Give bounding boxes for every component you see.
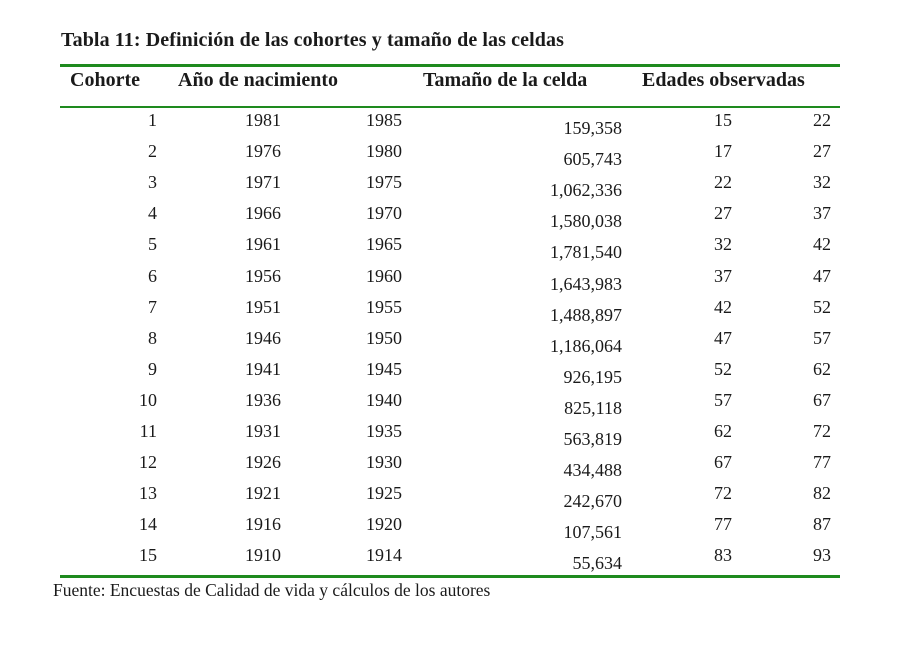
cell-edad-min: 15 [714,110,732,130]
cell-cohorte: 11 [139,421,157,441]
cell-ano-hasta: 1965 [366,234,402,255]
cell-ano-desde: 1921 [245,483,281,504]
table-top-rule [60,64,840,67]
cell-tamano: 159,358 [563,118,622,138]
cell-ano-desde: 1956 [245,265,281,286]
cell-ano-hasta: 1980 [366,141,402,162]
header-ano-nacimiento: Año de nacimiento [178,69,338,91]
cell-cohorte: 12 [139,452,157,473]
cell-edad-min: 72 [714,483,732,504]
cell-ano-hasta: 1975 [366,172,402,193]
cell-tamano: 1,186,064 [550,335,622,356]
cell-edad-min: 32 [714,234,732,255]
cell-edad-max: 93 [813,545,831,566]
header-edades-observadas: Edades observadas [642,69,805,91]
cell-edad-min: 57 [714,389,732,410]
cell-ano-hasta: 1940 [366,389,402,410]
cell-cohorte: 14 [139,514,157,535]
cell-edad-max: 72 [813,421,831,441]
cell-cohorte: 10 [139,389,157,410]
cell-ano-hasta: 1950 [366,327,402,348]
cell-cohorte: 15 [139,545,157,566]
cell-ano-hasta: 1920 [366,514,402,535]
cell-ano-desde: 1946 [245,327,281,348]
cell-cohorte: 8 [148,327,157,348]
cell-cohorte: 3 [148,172,157,193]
cell-tamano: 1,488,897 [550,304,622,325]
cell-cohorte: 9 [148,358,157,379]
cell-tamano: 605,743 [563,149,622,170]
cell-ano-hasta: 1935 [366,421,402,441]
cell-ano-desde: 1971 [245,172,281,193]
cell-ano-desde: 1916 [245,514,281,535]
cell-ano-hasta: 1960 [366,265,402,286]
cell-edad-min: 42 [714,296,732,317]
cell-cohorte: 13 [139,483,157,504]
cell-edad-min: 67 [714,452,732,473]
cell-tamano: 1,580,038 [550,211,622,232]
cell-ano-desde: 1931 [245,421,281,441]
cell-ano-hasta: 1925 [366,483,402,504]
cell-ano-desde: 1941 [245,358,281,379]
table-header-rule [60,106,840,108]
cell-edad-max: 77 [813,452,831,473]
cell-tamano: 1,643,983 [550,273,622,294]
cell-cohorte: 7 [148,296,157,317]
cell-edad-min: 17 [714,141,732,162]
cell-tamano: 926,195 [563,366,622,387]
cell-edad-min: 37 [714,265,732,286]
cell-edad-max: 87 [813,514,831,535]
cell-edad-max: 47 [813,265,831,286]
cell-ano-hasta: 1930 [366,452,402,473]
cell-edad-min: 83 [714,545,732,566]
cell-ano-desde: 1961 [245,234,281,255]
cell-tamano: 242,670 [563,491,622,512]
cell-edad-max: 27 [813,141,831,162]
cell-edad-max: 82 [813,483,831,504]
cell-ano-desde: 1966 [245,203,281,224]
cell-edad-max: 67 [813,389,831,410]
cell-edad-max: 22 [813,110,831,130]
cell-edad-min: 52 [714,358,732,379]
cell-edad-min: 22 [714,172,732,193]
cell-ano-hasta: 1970 [366,203,402,224]
cell-ano-desde: 1981 [245,110,281,130]
cell-ano-hasta: 1955 [366,296,402,317]
header-tamano-celda: Tamaño de la celda [423,69,588,91]
cell-ano-desde: 1910 [245,545,281,566]
cell-edad-min: 47 [714,327,732,348]
cell-edad-max: 32 [813,172,831,193]
table-bottom-rule [60,575,840,578]
cell-edad-max: 62 [813,358,831,379]
cell-tamano: 1,062,336 [550,180,622,201]
cell-tamano: 107,561 [563,522,622,543]
cell-ano-desde: 1951 [245,296,281,317]
cell-cohorte: 4 [148,203,157,224]
cell-tamano: 55,634 [572,553,622,574]
cell-edad-min: 62 [714,421,732,441]
cell-tamano: 1,781,540 [550,242,622,263]
cell-edad-max: 57 [813,327,831,348]
cell-ano-hasta: 1945 [366,358,402,379]
cell-cohorte: 5 [148,234,157,255]
cell-edad-max: 42 [813,234,831,255]
cell-tamano: 825,118 [564,397,622,418]
table-title: Tabla 11: Definición de las cohortes y tamaño de las celdas [61,29,564,51]
cell-ano-desde: 1926 [245,452,281,473]
cell-edad-max: 52 [813,296,831,317]
cell-tamano: 434,488 [563,460,622,481]
cell-ano-desde: 1976 [245,141,281,162]
cell-cohorte: 2 [148,141,157,162]
cell-edad-min: 77 [714,514,732,535]
cell-ano-hasta: 1985 [366,110,402,130]
table-source-note: Fuente: Encuestas de Calidad de vida y cálculos de los autores [53,580,491,600]
cell-cohorte: 1 [148,110,157,130]
cell-ano-desde: 1936 [245,389,281,410]
cell-cohorte: 6 [148,265,157,286]
header-cohorte: Cohorte [70,69,140,91]
cell-edad-min: 27 [714,203,732,224]
cell-tamano: 563,819 [563,429,622,449]
cell-edad-max: 37 [813,203,831,224]
cell-ano-hasta: 1914 [366,545,402,566]
